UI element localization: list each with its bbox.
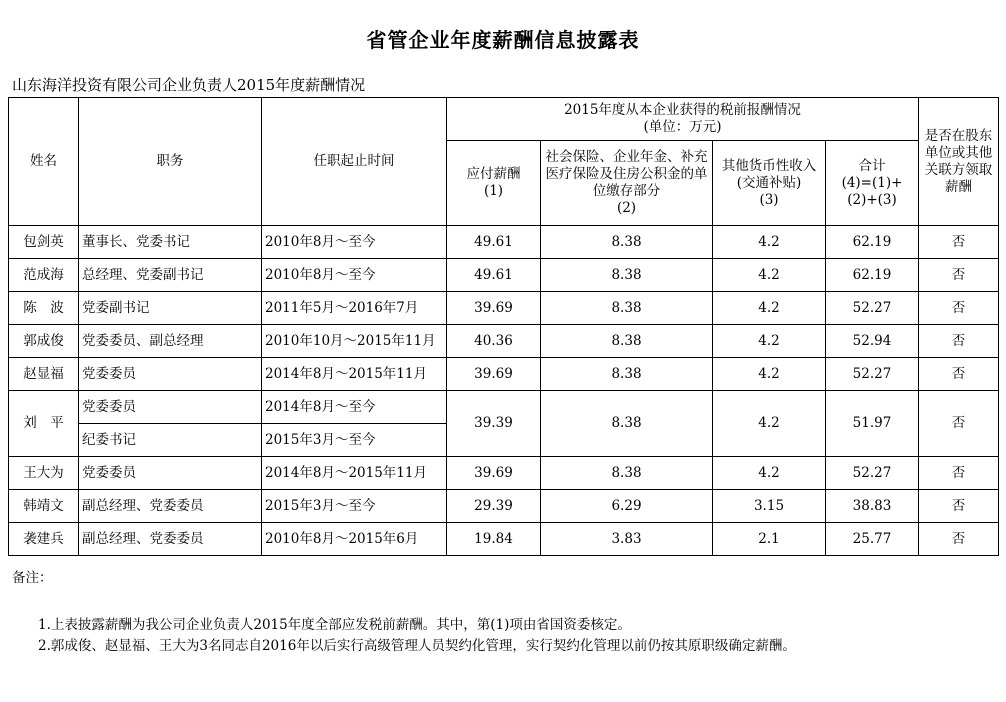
salary-table [8,97,999,556]
cell-name: 包剑英 [9,226,79,259]
cell-name: 刘 平 [9,391,79,457]
cell-insurance: 6.29 [541,490,713,523]
header-salary-label: 应付薪酬 [466,166,521,182]
cell-insurance: 8.38 [541,457,713,490]
cell-name: 范成海 [9,259,79,292]
cell-position: 党委副书记 [79,292,262,325]
cell-position: 副总经理、党委委员 [79,490,262,523]
cell-tenure: 2014年8月～至今 [262,391,447,424]
header-group-title: 2015年度从本企业获得的税前报酬情况 [564,102,801,118]
table-row [9,523,999,556]
header-total [826,141,919,226]
cell-other: 4.2 [713,292,826,325]
cell-shareholder: 否 [919,325,999,358]
cell-name: 赵显福 [9,358,79,391]
cell-total: 25.77 [826,523,919,556]
cell-position: 党委委员 [79,391,262,424]
cell-total: 52.27 [826,292,919,325]
cell-position: 党委委员 [79,358,262,391]
cell-shareholder: 否 [919,358,999,391]
cell-position: 总经理、党委副书记 [79,259,262,292]
cell-shareholder: 否 [919,226,999,259]
header-insurance [541,141,713,226]
page-title: 省管企业年度薪酬信息披露表 [366,28,640,52]
header-position: 职务 [79,98,262,226]
cell-other: 4.2 [713,259,826,292]
header-other-label: 其他货币性收入(交通补贴) [721,157,817,191]
cell-name: 袭建兵 [9,523,79,556]
header-group-unit: (单位：万元) [643,119,722,135]
cell-other: 4.2 [713,457,826,490]
cell-name: 郭成俊 [9,325,79,358]
cell-position: 副总经理、党委委员 [79,523,262,556]
cell-insurance: 8.38 [541,358,713,391]
table-row [9,391,999,424]
notes-label: 备注： [12,570,53,586]
cell-other: 4.2 [713,226,826,259]
cell-other: 4.2 [713,358,826,391]
header-insurance-label: 社会保险、企业年金、补充医疗保险及住房公积金的单位缴存部分 [545,149,708,199]
cell-shareholder: 否 [919,259,999,292]
header-shareholder: 是否在股东单位或其他关联方领取薪酬 [919,98,999,226]
table-row [9,358,999,391]
header-other [713,141,826,226]
cell-insurance: 8.38 [541,259,713,292]
cell-tenure: 2010年10月～2015年11月 [262,325,447,358]
table-subtitle: 山东海洋投资有限公司企业负责人2015年度薪酬情况 [12,76,366,94]
cell-total: 52.27 [826,457,919,490]
cell-shareholder: 否 [919,457,999,490]
cell-name: 王大为 [9,457,79,490]
cell-salary: 39.69 [447,358,541,391]
cell-insurance: 8.38 [541,325,713,358]
cell-insurance: 8.38 [541,292,713,325]
header-total-label: 合计 [858,157,886,174]
header-other-num: (3) [759,191,779,208]
cell-shareholder: 否 [919,523,999,556]
header-salary-num: (1) [483,183,504,199]
table-row [9,259,999,292]
cell-name: 韩靖文 [9,490,79,523]
cell-insurance: 8.38 [541,391,713,457]
cell-salary: 39.69 [447,457,541,490]
cell-insurance: 3.83 [541,523,713,556]
cell-tenure: 2010年8月～2015年6月 [262,523,447,556]
cell-insurance: 8.38 [541,226,713,259]
cell-tenure: 2014年8月～2015年11月 [262,457,447,490]
cell-tenure: 2010年8月～至今 [262,259,447,292]
cell-salary: 39.69 [447,292,541,325]
cell-salary: 39.39 [447,391,541,457]
cell-tenure: 2015年3月～至今 [262,424,447,457]
header-row [9,98,999,141]
cell-total: 38.83 [826,490,919,523]
header-name: 姓名 [9,98,79,226]
note-item: 2.郭成俊、赵显福、王大为3名同志自2016年以后实行高级管理人员契约化管理，实行契约化管理以前仍按其原职级确定薪酬。 [38,638,796,654]
cell-tenure: 2015年3月～至今 [262,490,447,523]
cell-shareholder: 否 [919,292,999,325]
cell-other: 4.2 [713,391,826,457]
table-row [9,457,999,490]
cell-tenure: 2010年8月～至今 [262,226,447,259]
cell-name: 陈 波 [9,292,79,325]
cell-salary: 49.61 [447,259,541,292]
cell-tenure: 2011年5月～2016年7月 [262,292,447,325]
cell-position: 纪委书记 [79,424,262,457]
cell-tenure: 2014年8月～2015年11月 [262,358,447,391]
cell-position: 党委委员、副总经理 [79,325,262,358]
cell-salary: 19.84 [447,523,541,556]
cell-position: 董事长、党委书记 [79,226,262,259]
cell-total: 62.19 [826,226,919,259]
cell-other: 3.15 [713,490,826,523]
table-row [9,292,999,325]
cell-total: 52.94 [826,325,919,358]
cell-position: 党委委员 [79,457,262,490]
note-item: 1.上表披露薪酬为我公司企业负责人2015年度全部应发税前薪酬。其中，第(1)项由省国资委核定。 [38,617,631,633]
header-tenure: 任职起止时间 [262,98,447,226]
header-salary [447,141,541,226]
table-row [9,226,999,259]
table-row [9,490,999,523]
cell-shareholder: 否 [919,490,999,523]
header-group [447,98,919,141]
cell-salary: 40.36 [447,325,541,358]
cell-total: 51.97 [826,391,919,457]
cell-salary: 49.61 [447,226,541,259]
cell-other: 2.1 [713,523,826,556]
header-total-formula: (4)=(1)+(2)+(3) [841,174,903,208]
cell-shareholder: 否 [919,391,999,457]
cell-total: 62.19 [826,259,919,292]
cell-total: 52.27 [826,358,919,391]
cell-salary: 29.39 [447,490,541,523]
table-row [9,325,999,358]
cell-other: 4.2 [713,325,826,358]
header-insurance-num: (2) [616,200,637,216]
